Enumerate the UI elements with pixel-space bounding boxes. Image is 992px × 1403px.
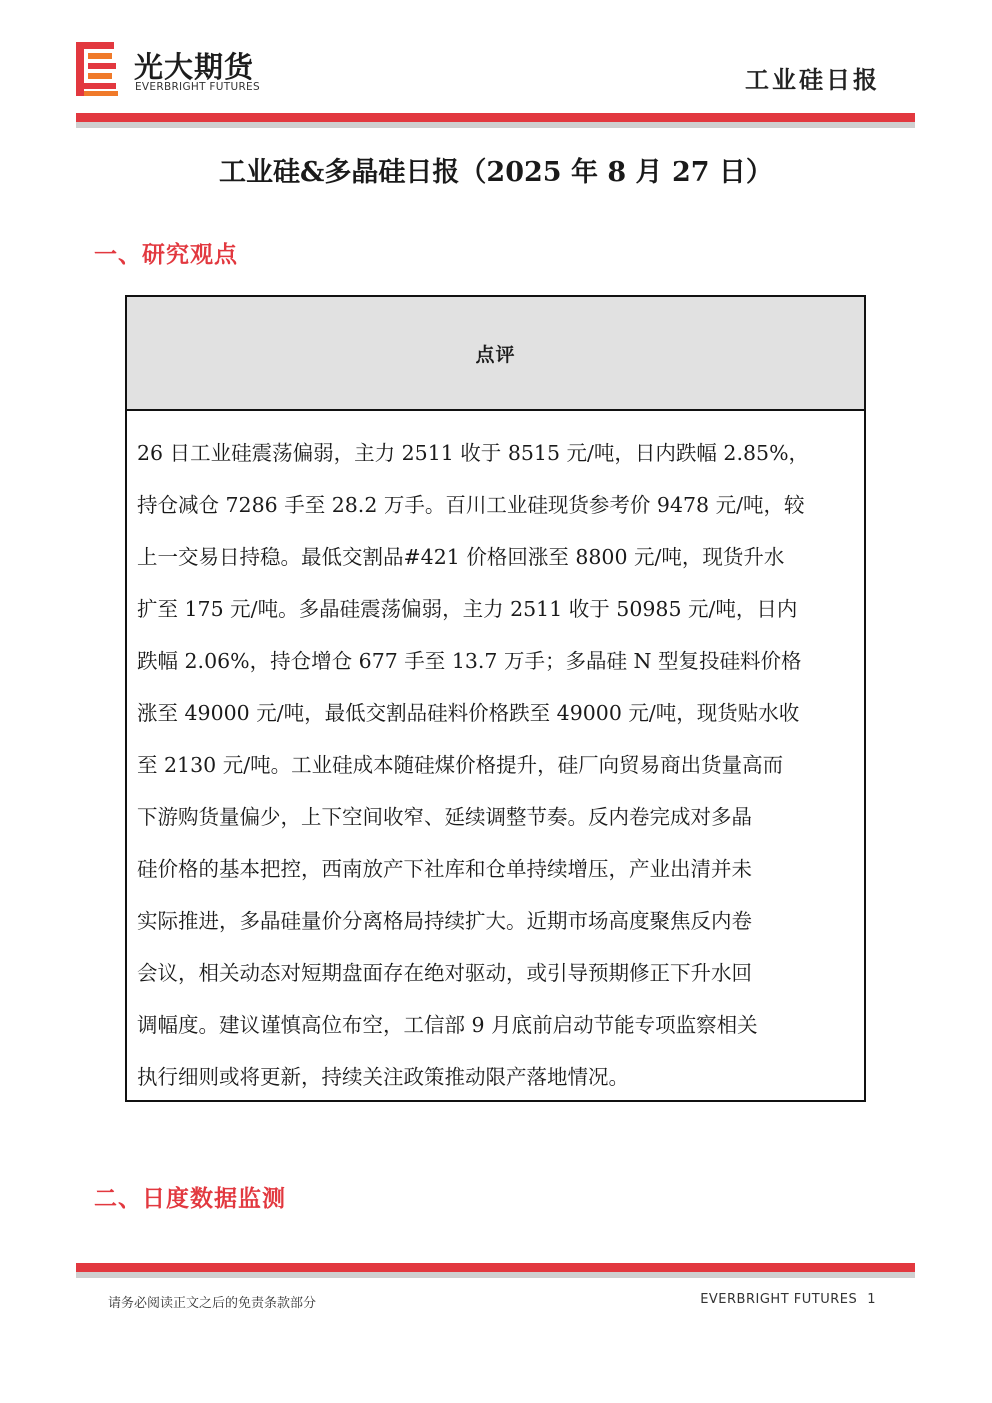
section-heading-research: 一、研究观点 xyxy=(94,241,238,268)
footer-rule-gray xyxy=(76,1272,915,1278)
footer-rule-red xyxy=(76,1263,915,1272)
footer-disclaimer: 请务必阅读正文之后的免责条款部分 xyxy=(108,1296,317,1311)
comment-line: 持仓减仓 7286 手至 28.2 万手。百川工业硅现货参考价 9478 元/吨，较 xyxy=(137,493,805,517)
report-type-label: 工业硅日报 xyxy=(745,65,880,94)
logo-text-en: EVERBRIGHT FUTURES xyxy=(135,81,260,93)
everbright-logo-icon xyxy=(76,42,118,96)
comment-line: 下游购货量偏少，上下空间收窄、延续调整节奏。反内卷完成对多晶 xyxy=(137,805,752,829)
comment-line: 涨至 49000 元/吨，最低交割品硅料价格跌至 49000 元/吨，现货贴水收 xyxy=(137,701,800,725)
comment-table-header: 点评 xyxy=(127,297,864,411)
comment-table xyxy=(125,295,866,1102)
comment-line: 会议，相关动态对短期盘面存在绝对驱动，或引导预期修正下升水回 xyxy=(137,961,752,985)
comment-line: 上一交易日持稳。最低交割品#421 价格回涨至 8800 元/吨，现货升水 xyxy=(137,545,785,569)
header-rule-red xyxy=(76,113,915,122)
document-title: 工业硅&多晶硅日报（2025 年 8 月 27 日） xyxy=(219,157,773,188)
comment-line: 执行细则或将更新，持续关注政策推动限产落地情况。 xyxy=(137,1065,629,1089)
company-logo xyxy=(76,42,286,98)
comment-line: 实际推进，多晶硅量价分离格局持续扩大。近期市场高度聚焦反内卷 xyxy=(137,909,752,933)
comment-line: 跌幅 2.06%，持仓增仓 677 手至 13.7 万手；多晶硅 N 型复投硅料价格 xyxy=(137,649,802,673)
comment-line: 硅价格的基本把控，西南放产下社库和仓单持续增压，产业出清并未 xyxy=(137,857,752,881)
footer-brand: EVERBRIGHT FUTURES xyxy=(700,1292,858,1307)
header-rule-gray xyxy=(76,122,915,128)
comment-line: 调幅度。建议谨慎高位布空，工信部 9 月底前启动节能专项监察相关 xyxy=(137,1013,758,1037)
section-heading-daily-data: 二、日度数据监测 xyxy=(94,1185,286,1212)
comment-line: 扩至 175 元/吨。多晶硅震荡偏弱，主力 2511 收于 50985 元/吨，日内 xyxy=(137,597,798,621)
comment-table-body xyxy=(127,411,864,1103)
logo-text-cn: 光大期货 xyxy=(134,50,255,84)
comment-line: 26 日工业硅震荡偏弱，主力 2511 收于 8515 元/吨，日内跌幅 2.85%， xyxy=(137,441,810,465)
footer-brand-block xyxy=(700,1292,876,1307)
page-number: 1 xyxy=(867,1292,876,1307)
comment-line: 至 2130 元/吨。工业硅成本随硅煤价格提升，硅厂向贸易商出货量高而 xyxy=(137,753,784,777)
